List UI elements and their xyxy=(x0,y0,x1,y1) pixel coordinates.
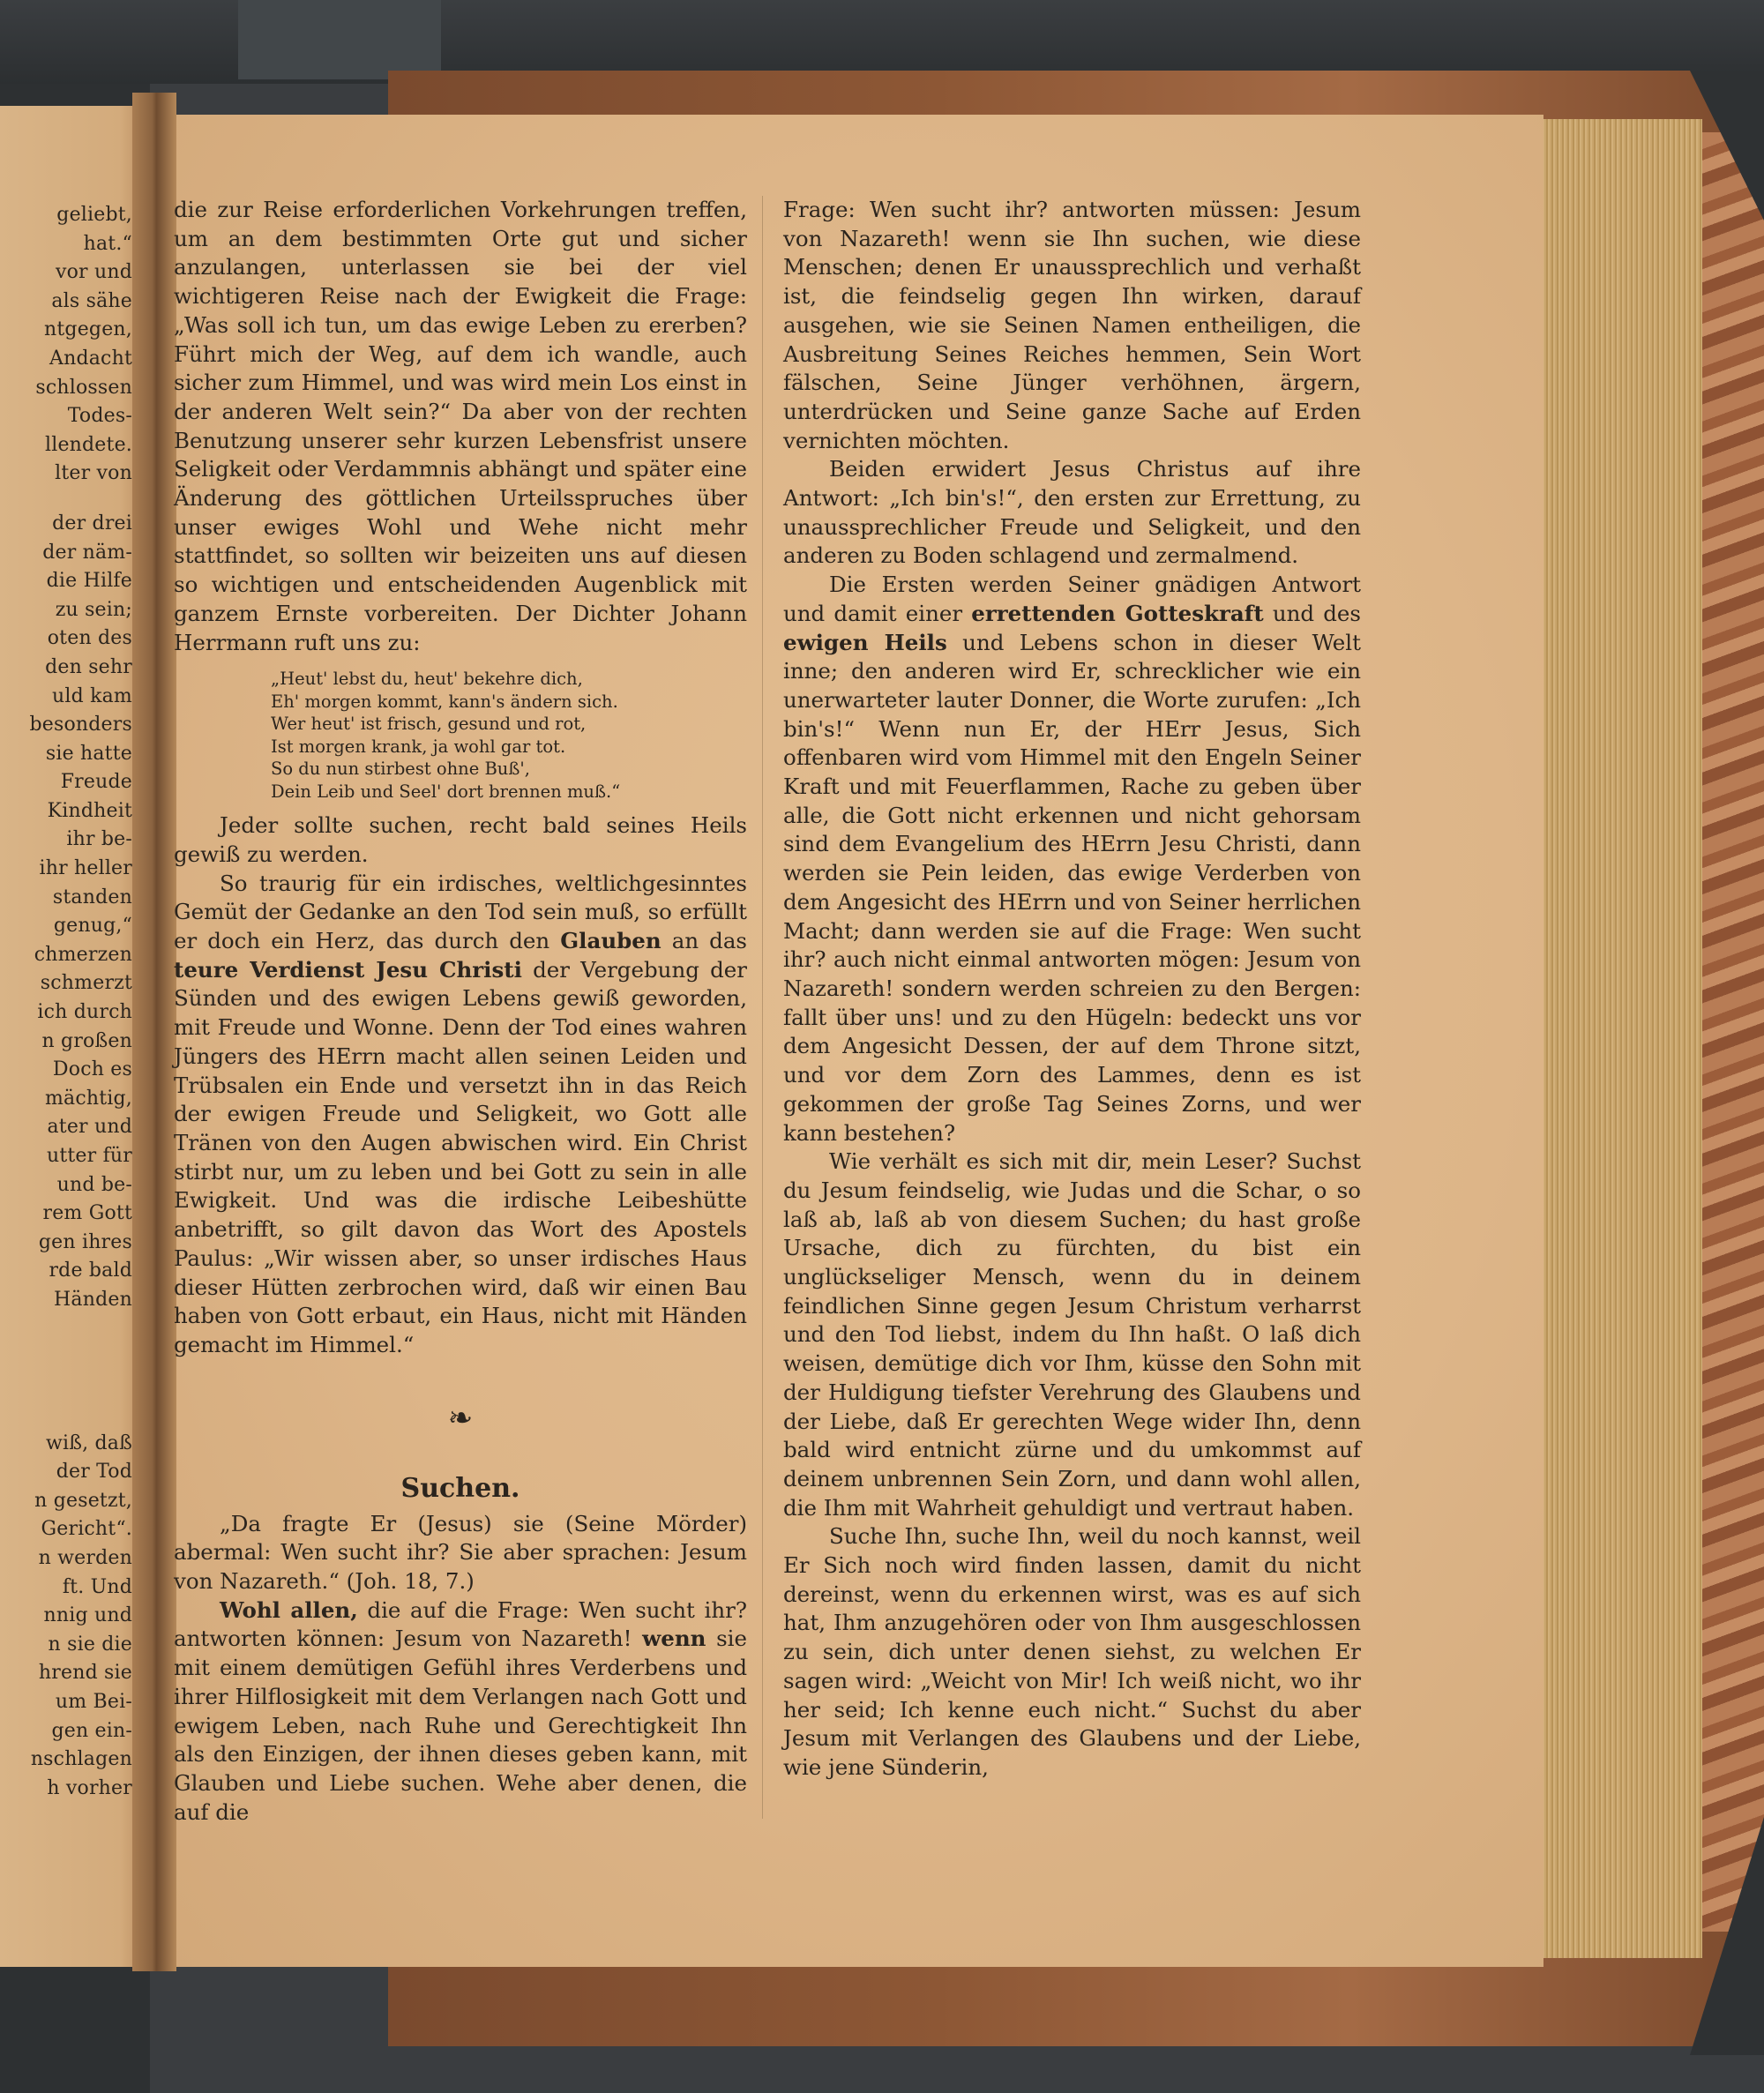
left-page-fragment: n sie die xyxy=(48,1633,132,1656)
left-page-fragment: den sehr xyxy=(45,655,132,678)
left-page-fragment: wiß, daß xyxy=(45,1431,132,1454)
left-page-fragment: Händen xyxy=(54,1288,132,1311)
left-page-fragment: ihr heller xyxy=(39,857,132,880)
left-page-fragment: Doch es xyxy=(52,1058,132,1081)
text-column-left xyxy=(174,196,747,1827)
left-page-fragment: gen ihres xyxy=(38,1230,132,1253)
left-page-fragment: Todes- xyxy=(67,405,132,428)
left-page-fragment: genug,“ xyxy=(53,915,132,938)
scripture-quote: „Da fragte Er (Jesus) sie (Seine Mörder) abermal: Wen sucht ihr? Sie aber sprachen: Jesum von Nazareth.“ (Joh. 18, 7.) xyxy=(174,1510,747,1595)
text-run: sie mit einem demütigen Gefühl ihres Verderbens und ihrer Hilflosigkeit mit dem Verlangen nach Gott und ewigem Leben, nach Ruhe und Gerechtigkeit Ihn als den Einzigen, der ihnen dieses geben kann, mit Glauben und Liebe suchen. Wehe aber denen, die auf die xyxy=(174,1626,747,1825)
left-page-fragment: vor und xyxy=(55,261,132,284)
left-page-fragment: nnig und xyxy=(43,1604,132,1627)
emphasis-text: Glauben xyxy=(560,928,662,954)
emphasis-text: wenn xyxy=(642,1626,706,1652)
left-page-fragment: standen xyxy=(52,886,132,908)
left-page-fragment: geliebt, xyxy=(56,204,132,226)
text-run: und Lebens schon in dieser Welt inne; den anderen wird Er, schrecklicher wie ein unerwarteter lauter Donner, die Worte zurufen: „Ich bin's!“ Wenn nun Er, der HErr Jesus, Sich offenbaren wird vom Himmel mit den Engeln Seiner Kraft und mit Feuerflammen, Rache zu geben über alle, die Gott nicht erkennen und nicht gehorsam sind dem Evangelium des HErrn Jesu Christi, dann werden sie Pein leiden, das ewige Verderben von dem Angesicht des HErrn und von Seiner herrlichen Macht; dann werden sie auf die Frage: Wen sucht ihr? auch nicht einmal antworten mögen: Jesum von Nazareth! sondern werden schreien zu den Bergen: fallt über uns! und zu den Hügeln: bedeckt uns vor dem Angesicht Dessen, der auf dem Throne sitzt, und vor dem Zorn des Lammes, denn es ist gekommen der große Tag Seines Zorns, und wer kann bestehen? xyxy=(783,629,1361,1146)
left-page-fragment: n gesetzt, xyxy=(34,1489,132,1512)
left-page-fragment: besonders xyxy=(29,714,132,736)
left-page-fragment: n werden xyxy=(38,1546,132,1569)
ornament: ❧ xyxy=(447,1400,474,1436)
left-page-fragment: hrend sie xyxy=(38,1662,132,1685)
paragraph: Jeder sollte suchen, recht bald seines Heils gewiß zu werden. xyxy=(174,812,747,867)
paragraph xyxy=(174,870,747,1360)
left-page-fragment: um Bei- xyxy=(55,1690,132,1713)
left-page-fragment: ater und xyxy=(47,1116,132,1139)
paragraph xyxy=(174,1596,747,1828)
emphasis-text: errettenden Gotteskraft xyxy=(971,600,1264,626)
left-page-fragment: gen ein- xyxy=(51,1719,132,1742)
background-edge xyxy=(238,0,441,79)
paragraph: Frage: Wen sucht ihr? antworten müssen: Jesum von Nazareth! wenn sie Ihn suchen, wie diese Menschen; denen Er unaussprechlich und verhaßt ist, die feindselig gegen Ihn wirken, darauf ausgehen, wie sie Seinen Namen entheiligen, die Ausbreitung Seines Reiches hemmen, Sein Wort fälschen, Seine Jünger verhöhnen, ärgern, unterdrücken und Seine ganze Sache auf Erden vernichten möchten. xyxy=(783,197,1361,453)
left-page-fragment: h vorher xyxy=(47,1776,132,1799)
left-page-fragment: ich durch xyxy=(37,1001,132,1024)
paragraph: die zur Reise erforderlichen Vorkehrungen treffen, um an dem bestimmten Orte gut und sicher anzulangen, unterlassen sie bei der viel wichtigeren Reise nach der Ewigkeit die Frage: „Was soll ich tun, um das ewige Leben zu ererben? Führt mich der Weg, auf dem ich wandle, auch sicher zum Himmel, und was wird mein Los einst in der anderen Welt sein?“ Da aber von der rechten Benutzung unserer sehr kurzen Lebensfrist unsere Seligkeit oder Verdammnis abhängt und später eine Änderung des göttlichen Urteilsspruches über unser ewiges Wohl und Wehe nicht mehr stattfindet, so sollten wir beizeiten uns auf diesen so wichtigen und entscheidenden Augenblick mit ganzem Ernste vorbereiten. Der Dichter Johann Herrmann ruft uns zu: xyxy=(174,197,747,655)
left-page-fragment: schlossen xyxy=(35,376,132,399)
left-page-fragment: und be- xyxy=(56,1173,132,1196)
left-page-text-fragments xyxy=(0,201,132,1803)
paragraph: Suche Ihn, suche Ihn, weil du noch kannst, weil Er Sich noch wird finden lassen, damit du nicht dereinst, wenn du erkennen wirst, was es auf sich hat, Ihm anzugehören oder von Ihm ausgeschlossen zu sein, dich unter denen siehst, zu welchen Er sagen wird: „Weicht von Mir! Ich weiß nicht, wo ihr her seid; Ich kenne euch nicht.“ Suchst du aber Jesum mit Verlangen des Glaubens und der Liebe, wie jene Sünderin, xyxy=(783,1523,1361,1780)
poem xyxy=(271,668,747,803)
left-page-fragment: ntgegen, xyxy=(44,318,132,341)
text-run: So traurig für ein irdisches, weltlichgesinntes Gemüt der Gedanke an den Tod sein muß, so erfüllt er doch ein Herz, das durch den xyxy=(174,870,747,954)
left-page-fragment: llendete. xyxy=(44,433,132,456)
text-run: an das xyxy=(661,928,747,954)
column-divider xyxy=(762,196,763,1819)
left-page-fragment: rem Gott xyxy=(42,1202,132,1225)
left-page-fragment: der drei xyxy=(52,512,132,534)
poem-line: So du nun stirbest ohne Buß', xyxy=(271,759,530,780)
left-page-fragment: Andacht xyxy=(49,347,132,370)
poem-line: „Heut' lebst du, heut' bekehre dich, xyxy=(271,669,583,690)
left-page-fragment: Kindheit xyxy=(47,799,132,822)
left-page-fragment: Freude xyxy=(60,771,132,794)
left-page-fragment: lter von xyxy=(55,462,132,485)
text-run: und des xyxy=(1263,600,1361,626)
left-page-fragment: hat.“ xyxy=(83,232,132,255)
poem-line: Ist morgen krank, ja wohl gar tot. xyxy=(271,736,566,757)
left-page-fragment: utter für xyxy=(46,1145,132,1167)
left-page-fragment: zu sein; xyxy=(55,598,132,621)
emphasis-text: teure Verdienst Jesu Christi xyxy=(174,956,522,983)
left-page-fragment: rde bald xyxy=(49,1260,132,1282)
paragraph xyxy=(783,571,1361,1147)
left-page-fragment: nschlagen xyxy=(30,1748,132,1771)
left-page-fragment: oten des xyxy=(47,627,132,650)
left-page-fragment: als sähe xyxy=(51,289,132,312)
section-heading: Suchen. xyxy=(400,1472,520,1504)
left-page-fragment: n großen xyxy=(41,1029,132,1052)
text-run: der Vergebung der Sünden und des ewigen Lebens gewiß geworden, mit Freude und Wonne. Denn der Tod eines wahren Jüngers des HErrn macht allen seinen Leiden und Trübsalen ein Ende und versetzt ihn in das Reich der ewigen Freude und Seligkeit, wo Gott alle Tränen von den Augen abwischen wird. Ein Christ stirbt nur, um zu leben und bei Gott zu sein in alle Ewigkeit. Und was die irdische Leibeshütte anbetrifft, so gilt davon das Wort des Apostels Paulus: „Wir wissen aber, so unser irdisches Haus dieser Hütten zerbrochen wird, daß wir einen Bau haben von Gott erbaut, ein Haus, nicht mit Händen gemacht im Himmel.“ xyxy=(174,956,747,1357)
left-page-fragment: der Tod xyxy=(56,1461,132,1484)
left-page-fragment: ft. Und xyxy=(62,1575,132,1598)
emphasis-text: ewigen Heils xyxy=(783,629,947,655)
left-page-fragment: chmerzen xyxy=(34,943,132,966)
text-column-right xyxy=(783,196,1361,1783)
left-page-fragment: schmerzt xyxy=(40,972,132,995)
page-block-edges xyxy=(1539,119,1702,1958)
left-page-fragment: ihr be- xyxy=(66,828,132,851)
poem-line: Dein Leib und Seel' dort brennen muß.“ xyxy=(271,781,621,802)
left-page-fragment: die Hilfe xyxy=(46,570,132,593)
left-page-fragment: Gericht“. xyxy=(41,1518,132,1541)
left-page-fragment: uld kam xyxy=(52,684,132,707)
text-run: die auf die Frage: Wen sucht ihr? antworten können: Jesum von Nazareth! xyxy=(174,1596,747,1652)
marbled-cover-edge xyxy=(1702,132,1764,1932)
emphasis-text: Wohl allen, xyxy=(220,1596,358,1623)
poem-line: Eh' morgen kommt, kann's ändern sich. xyxy=(271,691,618,712)
left-page-fragment: sie hatte xyxy=(45,742,132,765)
left-page-fragment: der näm- xyxy=(42,541,132,564)
left-page-fragment: mächtig, xyxy=(44,1087,132,1110)
paragraph: Wie verhält es sich mit dir, mein Leser? Suchst du Jesum feindselig, wie Judas und die Schar, o so laß ab, laß ab von diesem Suchen; du hast große Ursache, dich zu fürchten, du bist ein unglückseliger Mensch, wenn du in deinem feindlichen Sinne gegen Jesum Christum verharrst und den Tod liebst, indem du Ihn haßt. O laß dich weisen, demütige dich vor Ihm, küsse den Sohn mit der Huldigung tiefster Verehrung des Glaubens und der Liebe, daß Er gerechten Wege wider Ihn, denn bald wird entnicht zürne und du umkommst auf deinem unbrennen Sein Zorn, und dann wohl allen, die Ihm mit Wahrheit gehuldigt und vertraut haben. xyxy=(783,1148,1361,1521)
book-gutter xyxy=(132,93,176,1971)
paragraph: Beiden erwidert Jesus Christus auf ihre Antwort: „Ich bin's!“, den ersten zur Errettung, zu unaussprechlicher Freude und Seligkeit, und den anderen zu Boden schlagend und zermalmend. xyxy=(783,456,1361,569)
text-run: Die Ersten werden Seiner gnädigen Antwort und damit einer xyxy=(783,572,1361,626)
poem-line: Wer heut' ist frisch, gesund und rot, xyxy=(271,714,587,735)
